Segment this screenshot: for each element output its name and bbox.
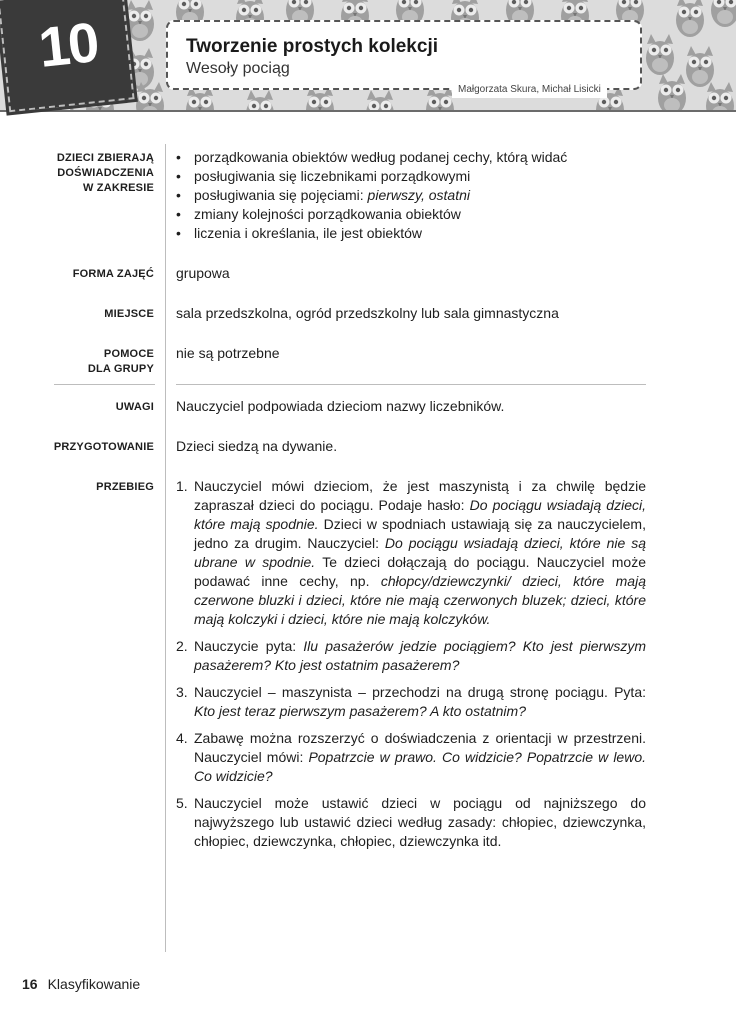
column-divider xyxy=(165,144,166,952)
label-preparation: PRZYGOTOWANIE xyxy=(53,441,154,453)
notes-value: Nauczyciel podpowiada dzieciom nazwy liczebników. xyxy=(176,398,505,414)
section-divider-right xyxy=(176,384,646,385)
list-item: • posługiwania się liczebnikami porządkowymi xyxy=(176,167,646,186)
authors: Małgorzata Skura, Michał Lisicki xyxy=(452,82,607,98)
experience-list xyxy=(176,148,646,243)
form-value: grupowa xyxy=(176,265,230,281)
list-item: • liczenia i określania, ile jest obiektów xyxy=(176,224,646,243)
page-number: 16 xyxy=(22,976,38,992)
label-aids: POMOCE DLA GRUPY xyxy=(87,348,154,375)
list-item: • posługiwania się pojęciami: pierwszy, ostatni xyxy=(176,186,646,205)
label-experience: DZIECI ZBIERAJĄ DOŚWIADCZENIA W ZAKRESIE xyxy=(56,152,154,194)
preparation-value: Dzieci siedzą na dywanie. xyxy=(176,438,338,454)
lesson-number: 10 xyxy=(35,10,101,79)
footer-section: Klasyfikowanie xyxy=(47,976,141,992)
page-subtitle: Wesoły pociąg xyxy=(186,60,290,77)
banner-divider xyxy=(0,110,736,112)
page-title: Tworzenie prostych kolekcji xyxy=(186,36,439,57)
step-4: 4. Zabawę można rozszerzyć o doświadczenia z orientacji w przestrzeni. Nauczyciel mówi: Popatrzcie w prawo. Co widzicie? Popatrzcie w lewo. Co widzicie? xyxy=(176,730,646,784)
place-value: sala przedszkolna, ogród przedszkolny lub sala gimnastyczna xyxy=(176,305,559,321)
aids-value: nie są potrzebne xyxy=(176,345,280,361)
list-item: • porządkowania obiektów według podanej cechy, którą widać xyxy=(176,148,646,167)
label-procedure: PRZEBIEG xyxy=(96,481,154,493)
step-5: 5. Nauczyciel może ustawić dzieci w pociągu od najniższego do najwyższego lub ustawić dzieci według zasady: chłopiec, dziewczynka, chłopiec, dziewczynka, chłopiec, dziewczynka itd. xyxy=(176,795,646,849)
step-2: 2. Nauczycie pyta: Ilu pasażerów jedzie pociągiem? Kto jest pierwszym pasażerem? Kto jest ostatnim pasażerem? xyxy=(176,638,646,673)
page-footer xyxy=(22,976,140,992)
label-notes: UWAGI xyxy=(115,401,154,413)
section-divider-left xyxy=(54,384,155,385)
label-form: FORMA ZAJĘĆ xyxy=(72,268,154,280)
procedure-steps xyxy=(176,477,646,859)
step-1: 1. Nauczyciel mówi dzieciom, że jest maszynistą i za chwilę będzie zapraszał dzieci do pociągu. Podaje hasło: Do pociągu wsiadają dzieci, które mają spodnie. Dzieci w spodniach ustawiają się za nauczycielem, jedno za drugim. Nauczyciel: Do pociągu wsiadają dzieci, które nie są ubrane w spodnie. Te dzieci dołączają do pociągu. Nauczyciel może podawać inne cechy, np. chłopcy/dziewczynki/ dzieci, które mają czerwone bluzki i dzieci, które nie mają czerwonych bluzek; dzieci, które mają kolczyki i dzieci, które nie mają kolczyków. xyxy=(176,478,646,627)
step-3: 3. Nauczyciel – maszynista – przechodzi na drugą stronę pociągu. Pyta: Kto jest teraz pierwszym pasażerem? A kto ostatnim? xyxy=(176,684,646,719)
label-place: MIEJSCE xyxy=(104,308,154,320)
list-item: • zmiany kolejności porządkowania obiektów xyxy=(176,205,646,224)
